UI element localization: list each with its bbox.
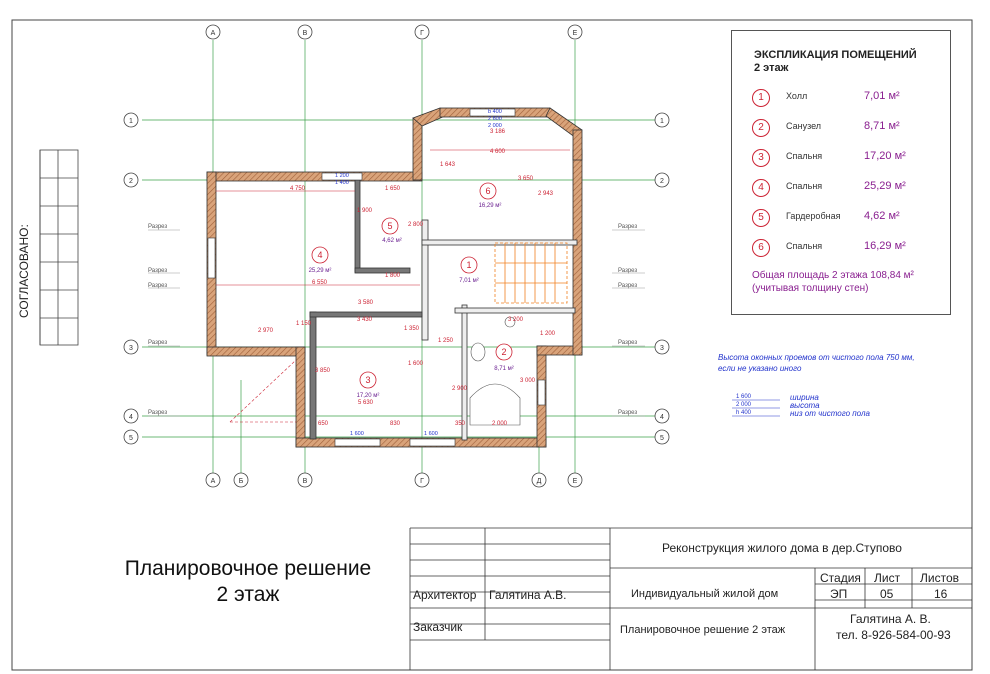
dim-lines [216, 150, 570, 285]
room-schedule [731, 30, 951, 315]
room-number: 1 [466, 260, 472, 270]
axis-label: 4 [129, 414, 133, 421]
dimension-label: 3 430 [357, 317, 373, 323]
project-name: Реконструкция жилого дома в дер.Ступово [662, 541, 902, 555]
dimension-label: 1 600 [408, 361, 424, 367]
dimension-label: 1 150 [296, 321, 312, 327]
room-number: 4 [317, 250, 323, 260]
dimension-label: 2 900 [452, 386, 468, 392]
axis-label: 1 [660, 118, 664, 125]
author-phone: тел. 8-926-584-00-93 [836, 628, 951, 642]
schedule-row: 1 Холл 7,01 м² [752, 89, 942, 111]
axis-label: Г [420, 30, 424, 37]
room-area: 7,01 м² [459, 278, 479, 284]
room-number: 2 [501, 347, 507, 357]
staircase [495, 243, 567, 303]
room-number: 3 [365, 375, 371, 385]
room-area: 25,29 м² [308, 268, 332, 274]
section-label: Разрез [618, 283, 638, 289]
drawing-name: Планировочное решение 2 этаж [620, 624, 786, 636]
architect-label: Архитектор [413, 588, 477, 602]
terrace-outline [230, 360, 296, 422]
dimension-label: 6 550 [312, 280, 328, 286]
sheets-label: Листов [920, 571, 959, 585]
window-dimension: 1 400 [335, 180, 349, 186]
room-number: 6 [485, 186, 491, 196]
key-labels: ширина высота низ от чистого пола [790, 393, 870, 418]
dimension-label: 3 650 [518, 176, 534, 182]
window-dimension: b 400 [488, 109, 502, 115]
axis-label: А [210, 30, 216, 37]
window-dimension: 1 600 [350, 431, 364, 437]
dimension-label: 2 800 [408, 222, 424, 228]
axis-label: 2 [129, 178, 133, 185]
axis-label: 1 [129, 118, 133, 125]
window-dimension: 1 200 [335, 173, 349, 179]
dimension-label: 5 630 [358, 400, 374, 406]
axis-label: В [302, 30, 308, 37]
axis-label: В [302, 478, 308, 485]
dimension-label: 1 250 [438, 338, 454, 344]
schedule-row: 3 Спальня 17,20 м² [752, 149, 942, 171]
side-stamp-grid [40, 150, 78, 345]
axis-label: Д [536, 478, 542, 485]
dimension-label: 1 200 [540, 331, 556, 337]
schedule-row: 6 Спальня 16,29 м² [752, 239, 942, 261]
window-dimension: 1 600 [424, 431, 438, 437]
section-label: Разрез [618, 410, 638, 416]
dimension-label: 3 580 [358, 300, 374, 306]
schedule-row: 4 Спальня 25,29 м² [752, 179, 942, 201]
key-values: 1 600 2 000 h 400 [736, 394, 752, 416]
axis-bubbles [124, 25, 669, 487]
dimension-label: 3 850 [315, 368, 331, 374]
window-dimension: 2 600 [488, 116, 502, 122]
sheet-title: Планировочное решение 2 этаж [124, 557, 372, 606]
approval-label: СОГЛАСОВАНО: [17, 224, 31, 318]
axis-label: Е [572, 30, 578, 37]
stage-value: ЭП [830, 587, 848, 601]
dimension-label: 2 000 [492, 421, 508, 427]
axis-label: Б [238, 478, 244, 485]
section-label: Разрез [148, 224, 168, 230]
client-label: Заказчик [413, 620, 463, 634]
dimension-label: 350 [455, 421, 466, 427]
room-schedule-title: ЭКСПЛИКАЦИЯ ПОМЕЩЕНИЙ 2 этаж [754, 49, 917, 74]
axis-label: 2 [660, 178, 664, 185]
dimension-label: 1 900 [357, 208, 373, 214]
section-label: Разрез [618, 224, 638, 230]
dimension-label: 2 970 [258, 328, 274, 334]
dimension-label: 3 200 [508, 317, 524, 323]
axis-label: Г [420, 478, 424, 485]
total-area: Общая площадь 2 этажа 108,84 м² (учитывая толщину стен) [752, 270, 914, 294]
room-areas [309, 203, 514, 399]
dimension-label: 1 650 [385, 186, 401, 192]
axis-label: 3 [129, 345, 133, 352]
room-area: 8,71 м² [494, 366, 514, 372]
dimension-label: 830 [390, 421, 401, 427]
room-number: 5 [387, 221, 393, 231]
dimension-label: 4 600 [490, 149, 506, 155]
axis-label: 5 [660, 435, 664, 442]
dimension-label: 650 [318, 421, 329, 427]
dimension-label: 2 943 [538, 191, 554, 197]
section-label: Разрез [148, 340, 168, 346]
schedule-row: 2 Санузел 8,71 м² [752, 119, 942, 141]
window-dimension: 2 000 [488, 123, 502, 129]
sheet-value: 05 [880, 587, 894, 601]
object-name: Индивидуальный жилой дом [631, 588, 779, 600]
section-lines [148, 230, 645, 416]
dimension-label: 1 643 [440, 162, 456, 168]
dimension-label: 4 750 [290, 186, 306, 192]
window-height-note: Высота оконных проемов от чистого пола 750 мм, если не указано иного [718, 353, 915, 373]
room-area: 16,29 м² [478, 203, 502, 209]
stage-label: Стадия [820, 571, 861, 585]
sheets-value: 16 [934, 587, 948, 601]
schedule-row: 5 Гардеробная 4,62 м² [752, 209, 942, 231]
section-label: Разрез [618, 340, 638, 346]
section-label: Разрез [148, 268, 168, 274]
section-label: Разрез [148, 283, 168, 289]
section-label: Разрез [148, 410, 168, 416]
room-area: 4,62 м² [382, 238, 402, 244]
section-markers [148, 224, 637, 416]
room-area: 17,20 м² [356, 393, 380, 399]
axis-label: 3 [660, 345, 664, 352]
dimension-label: 1 350 [404, 326, 420, 332]
axis-label: Е [572, 478, 578, 485]
dimension-label: 3 000 [520, 378, 536, 384]
axis-label: А [210, 478, 216, 485]
architect-name: Галятина А.В. [489, 588, 567, 602]
axis-label: 4 [660, 414, 664, 421]
dimension-label: 1 800 [385, 273, 401, 279]
dimension-label: 3 186 [490, 129, 506, 135]
section-label: Разрез [618, 268, 638, 274]
sheet-label: Лист [874, 571, 901, 585]
author-name: Галятина А. В. [850, 612, 931, 626]
axis-label: 5 [129, 435, 133, 442]
